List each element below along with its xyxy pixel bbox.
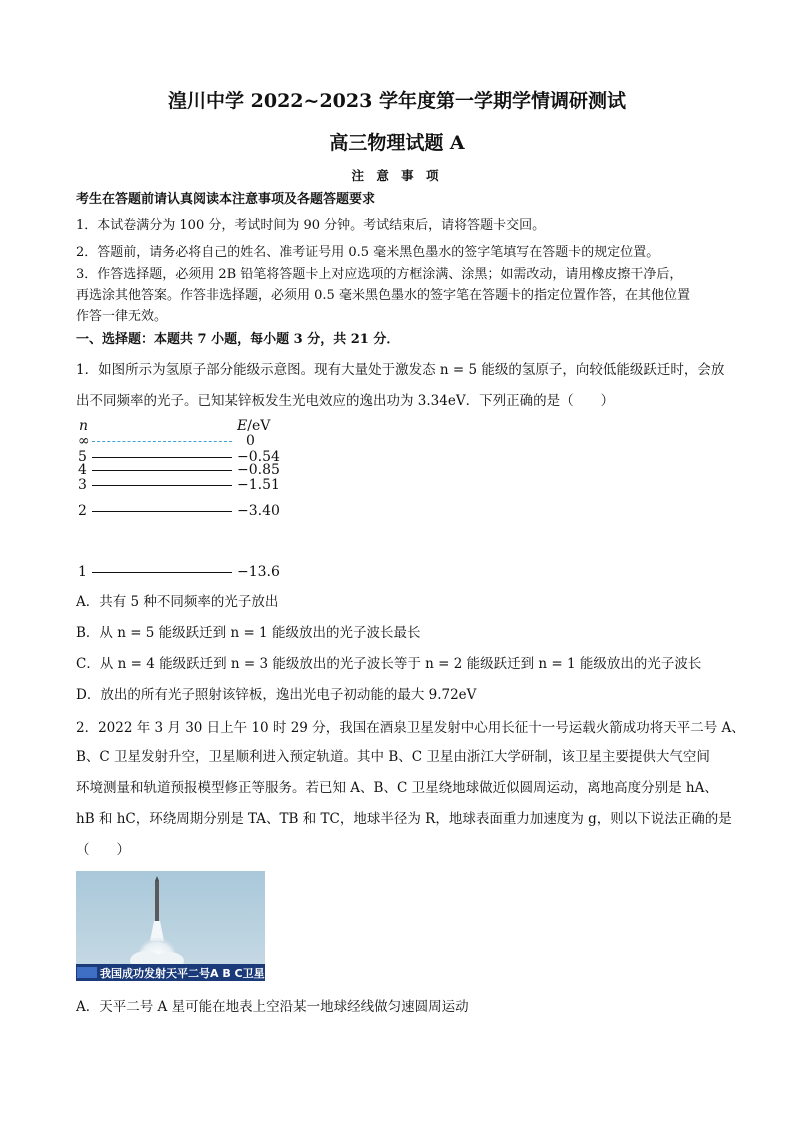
- instruction-item-3-line-3: 作答一律无效。: [76, 309, 168, 324]
- level-line-infinity: [92, 441, 232, 442]
- photo-caption-bar: [76, 964, 265, 981]
- exam-title: 湟川中学 2022~2023 学年度第一学期学情调研测试: [168, 90, 626, 112]
- instruction-item-1: 1．本试卷满分为 100 分，考试时间为 90 分钟。考试结束后，请将答题卡交回。: [76, 218, 546, 233]
- exam-subtitle: 高三物理试题 A: [329, 132, 465, 154]
- level-line-1: [92, 572, 232, 573]
- level-n-infinity: ∞: [78, 433, 90, 449]
- q1-stem-line-1: 1．如图所示为氢原子部分能级示意图。现有大量处于激发态 n = 5 能级的氢原子，向较低能级跃迁时，会放: [76, 362, 725, 378]
- q1-option-b: B．从 n = 5 能级跃迁到 n = 1 能级放出的光子波长最长: [76, 625, 421, 641]
- q1-option-a: A．共有 5 种不同频率的光子放出: [76, 594, 279, 610]
- instruction-item-3-line-1: 3．作答选择题，必须用 2B 铅笔将答题卡上对应选项的方框涂满、涂黑；如需改动，请用橡皮擦干净后，: [76, 267, 683, 282]
- section-heading: 一、选择题：本题共 7 小题，每小题 3 分，共 21 分．: [76, 332, 400, 347]
- q2-stem-line-1: 2．2022 年 3 月 30 日上午 10 时 29 分，我国在酒泉卫星发射中心用长征十一号运载火箭成功将天平二号 A、: [76, 720, 745, 736]
- q2-option-a: A．天平二号 A 星可能在地表上空沿某一地球经线做匀速圆周运动: [76, 999, 469, 1015]
- level-e-2: −3.40: [237, 503, 280, 519]
- diagram-energy-label: E/eV: [237, 418, 271, 434]
- level-line-4: [92, 470, 232, 471]
- q2-stem-line-5: （ ）: [76, 842, 130, 858]
- news-logo-icon: [77, 967, 97, 978]
- instruction-item-3-line-2: 再选涂其他答案。作答非选择题，必须用 0.5 毫米黑色墨水的签字笔在答题卡的指定位置作答，在其他位置: [76, 288, 690, 303]
- level-e-3: −1.51: [237, 477, 280, 493]
- instruction-item-2: 2．答题前，请务必将自己的姓名、准考证号用 0.5 毫米黑色墨水的签字笔填写在答题卡的规定位置。: [76, 245, 660, 260]
- notice-heading: 注 意 事 项: [351, 168, 443, 183]
- q1-option-c: C．从 n = 4 能级跃迁到 n = 3 能级放出的光子波长等于 n = 2 能级跃迁到 n = 1 能级放出的光子波长: [76, 656, 702, 672]
- q1-option-d: D．放出的所有光子照射该锌板，逸出光电子初动能的最大 9.72eV: [76, 687, 477, 703]
- q2-stem-line-3: 环境测量和轨道预报模型修正等服务。若已知 A、B、C 卫星绕地球做近似圆周运动，离地高度分别是 hA、: [76, 780, 718, 796]
- instructions-lead: 考生在答题前请认真阅读本注意事项及各题答题要求: [76, 192, 376, 207]
- q2-stem-line-4: hB 和 hC，环绕周期分别是 TA、TB 和 TC，地球半径为 R，地球表面重力加速度为 g，则以下说法正确的是: [76, 811, 732, 827]
- level-n-2: 2: [78, 503, 87, 519]
- level-n-1: 1: [78, 564, 87, 580]
- level-line-2: [92, 511, 232, 512]
- diagram-n-label: n: [79, 418, 89, 434]
- q1-stem-line-2: 出不同频率的光子。已知某锌板发生光电效应的逸出功为 3.34eV．下列正确的是（ ）: [76, 393, 615, 409]
- level-line-5: [92, 457, 232, 458]
- q2-stem-line-2: B、C 卫星发射升空，卫星顺利进入预定轨道。其中 B、C 卫星由浙江大学研制，该卫星主要提供大气空间: [76, 749, 710, 765]
- level-n-5: 5: [78, 449, 87, 465]
- level-n-3: 3: [78, 477, 87, 493]
- level-e-infinity: 0: [246, 433, 255, 449]
- level-e-5: −0.54: [237, 449, 280, 465]
- level-n-4: 4: [78, 462, 87, 478]
- rocket-launch-photo: [76, 871, 265, 981]
- photo-caption: 我国成功发射天平二号A B C卫星: [100, 967, 265, 980]
- level-line-3: [92, 485, 232, 486]
- level-e-1: −13.6: [237, 564, 280, 580]
- level-e-4: −0.85: [237, 462, 280, 478]
